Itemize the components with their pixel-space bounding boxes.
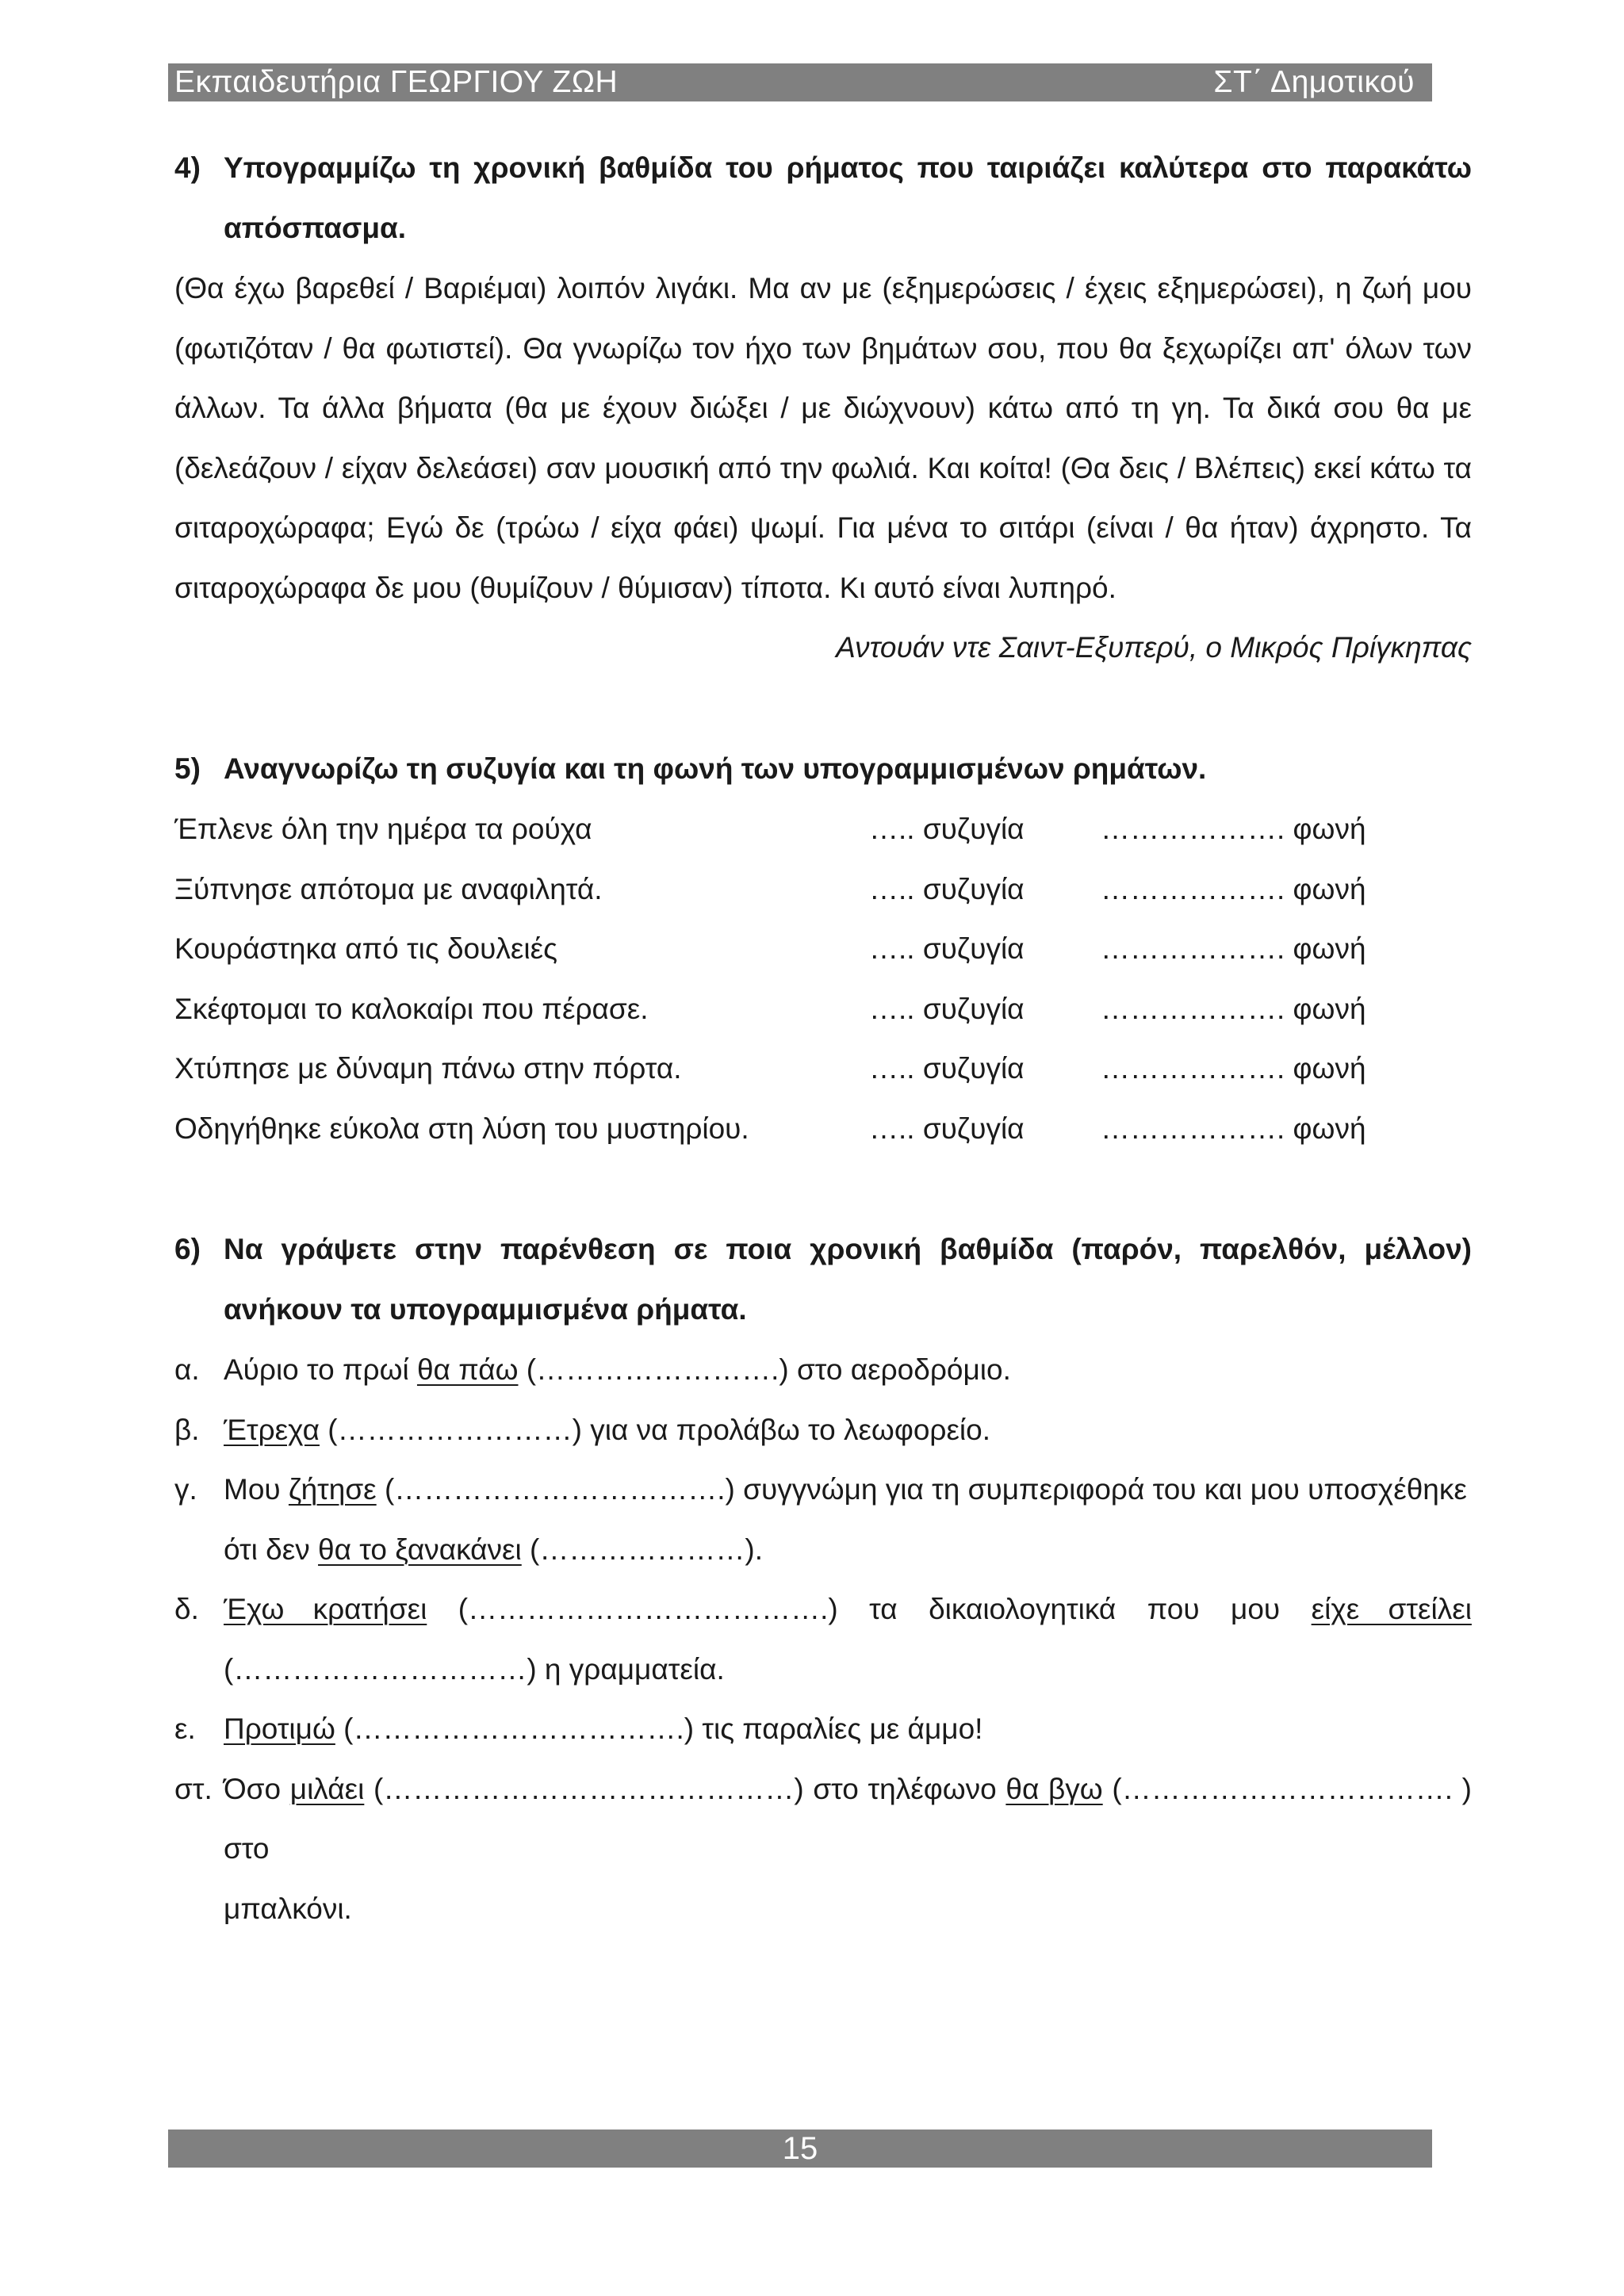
item-label: στ. <box>174 1772 213 1805</box>
item-text: δικαιολογητικά <box>929 1593 1116 1625</box>
item-text: που <box>1147 1593 1200 1625</box>
item-text: Μου <box>224 1473 289 1506</box>
voice-blank: ………………. φωνή <box>1101 1112 1366 1145</box>
item-label: γ. <box>174 1473 197 1506</box>
verb-row <box>174 1099 1472 1159</box>
verb-row <box>174 859 1472 920</box>
row-sentence: Κουράστηκα από τις δουλειές <box>174 932 557 965</box>
exercise-item-a <box>174 1340 1472 1400</box>
row-sentence: Σκέφτομαι το καλοκαίρι που πέρασε. <box>174 992 649 1025</box>
verb-row <box>174 1039 1472 1099</box>
question-6-title <box>174 1219 1472 1340</box>
item-label: β. <box>174 1413 200 1446</box>
exercise-item-d <box>174 1579 1472 1699</box>
question-5-title-text: Αναγνωρίζω τη συζυγία και τη φωνή των υπογραμμισμένων ρημάτων. <box>224 752 1207 785</box>
underlined-verb: θα το ξανακάνει <box>318 1533 522 1566</box>
item-text: τα <box>869 1593 898 1625</box>
voice-blank: ………………. φωνή <box>1101 992 1366 1025</box>
exercise-item-f <box>174 1759 1472 1939</box>
verb-table <box>174 799 1472 1158</box>
voice-blank: ………………. φωνή <box>1101 1052 1366 1085</box>
item-text: Αύριο το πρωί <box>224 1353 417 1386</box>
question-5 <box>174 739 1472 1158</box>
item-text: (…………………). <box>521 1533 763 1566</box>
page-header <box>168 63 1432 101</box>
item-text: (……………………………….) <box>458 1593 838 1625</box>
underlined-verb: Έχω κρατήσει <box>224 1593 427 1625</box>
voice-blank: ………………. φωνή <box>1101 813 1366 845</box>
conjugation-blank: ….. συζυγία <box>869 992 1025 1025</box>
question-number: 6) <box>174 1233 201 1265</box>
voice-blank: ………………. φωνή <box>1101 872 1366 905</box>
exercise-item-b <box>174 1400 1472 1460</box>
underlined-verb: μιλάει <box>289 1772 365 1805</box>
question-number: 5) <box>174 752 201 785</box>
page-footer <box>168 2130 1432 2168</box>
conjugation-blank: ….. συζυγία <box>869 872 1025 905</box>
conjugation-blank: ….. συζυγία <box>869 813 1025 845</box>
excerpt-text: (Θα έχω βαρεθεί / Βαριέμαι) λοιπόν λιγάκι. Μα αν με (εξημερώσεις / έχεις εξημερώσει), η ζωή μου (φωτιζόταν / θα φωτιστεί). Θα γνωρίζω τον ήχο των βημάτων σου, που θα ξεχωρίζει απ' όλων των άλλων. Τα άλλα βήματα (θα με έχουν διώξει / με διώχνουν) κάτω από τη γη. Τα δικά σου θα με (δελεάζουν / είχαν δελεάσει) σαν μουσική από την φωλιά. Και κοίτα! (Θα δεις / Βλέπεις) εκεί κάτω τα σιταροχώραφα; Εγώ δε (τρώω / είχα φάει) ψωμί. Για μένα το σιτάρι (είναι / θα ήταν) άχρηστο. Τα σιταροχώραφα δε μου (θυμίζουν / θύμισαν) τίποτα. Κι αυτό είναι λυπηρό. <box>174 272 1472 604</box>
conjugation-blank: ….. συζυγία <box>869 1052 1025 1085</box>
verb-row <box>174 979 1472 1039</box>
row-sentence: Ξύπνησε απότομα με αναφιλητά. <box>174 872 603 905</box>
item-text: μπαλκόνι. <box>224 1892 352 1925</box>
header-school-name: Εκπαιδευτήρια ΓΕΩΡΓΙΟΥ ΖΩΗ <box>174 65 619 99</box>
underlined-verb: είχε στείλει <box>1311 1593 1472 1625</box>
verb-row <box>174 919 1472 979</box>
verb-row <box>174 799 1472 859</box>
question-4-title-line1: Υπογραμμίζω τη χρονική βαθμίδα του ρήματος που ταιριάζει καλύτερα στο παρακάτω <box>224 151 1472 184</box>
underlined-verb: θα πάω <box>416 1353 519 1386</box>
question-6-title-line1: Να γράψετε στην παρένθεση σε ποια χρονική βαθμίδα (παρόν, παρελθόν, μέλλον) <box>224 1233 1472 1265</box>
underlined-verb: Έτρεχα <box>224 1413 320 1446</box>
item-text: Όσο <box>224 1772 290 1805</box>
voice-blank: ………………. φωνή <box>1101 932 1366 965</box>
question-4 <box>174 138 1472 677</box>
question-6-title-line2: ανήκουν τα υπογραμμισμένα ρήματα. <box>224 1293 747 1326</box>
row-sentence: Οδηγήθηκε εύκολα στη λύση του μυστηρίου. <box>174 1112 749 1145</box>
item-text: (…………………………) η γραμματεία. <box>224 1652 725 1686</box>
question-5-title <box>174 739 1472 799</box>
conjugation-blank: ….. συζυγία <box>869 1112 1025 1145</box>
underlined-verb: θα βγω <box>1005 1772 1103 1805</box>
conjugation-blank: ….. συζυγία <box>869 932 1025 965</box>
item-text: (…………………….) στο αεροδρόμιο. <box>518 1353 1011 1386</box>
question-number: 4) <box>174 151 201 184</box>
page-number: 15 <box>782 2130 818 2166</box>
item-label: ε. <box>174 1712 196 1745</box>
exercise-item-e <box>174 1699 1472 1759</box>
question-6 <box>174 1219 1472 1938</box>
exercise-item-c <box>174 1460 1472 1579</box>
question-4-title-line2: απόσπασμα. <box>224 212 407 244</box>
excerpt-source: Αντουάν ντε Σαιντ-Εξυπερύ, ο Μικρός Πρίγκηπας <box>836 631 1472 664</box>
item-text: (……………………………. ) στο <box>224 1772 1472 1865</box>
row-sentence: Έπλενε όλη την ημέρα τα ρούχα <box>174 813 592 845</box>
item-label: α. <box>174 1353 200 1386</box>
underlined-verb: Προτιμώ <box>224 1712 335 1745</box>
item-text: μου <box>1231 1593 1281 1625</box>
row-sentence: Χτύπησε με δύναμη πάνω στην πόρτα. <box>174 1052 682 1085</box>
header-grade: ΣΤ΄ Δημοτικού <box>1213 65 1415 99</box>
item-text: (……………………) για να προλάβω το λεωφορείο. <box>320 1413 991 1446</box>
question-4-title <box>174 138 1472 258</box>
item-text: ότι δεν <box>224 1533 319 1566</box>
item-label: δ. <box>174 1593 199 1625</box>
underlined-verb: ζήτησε <box>288 1473 377 1506</box>
item-text: (…………………………….) τις παραλίες με άμμο! <box>335 1712 983 1745</box>
item-text: (……………………………………) στο τηλέφωνο <box>364 1772 1006 1805</box>
item-text: (…………………………….) συγγνώμη για τη συμπεριφορά του και μου υποσχέθηκε <box>376 1473 1467 1506</box>
